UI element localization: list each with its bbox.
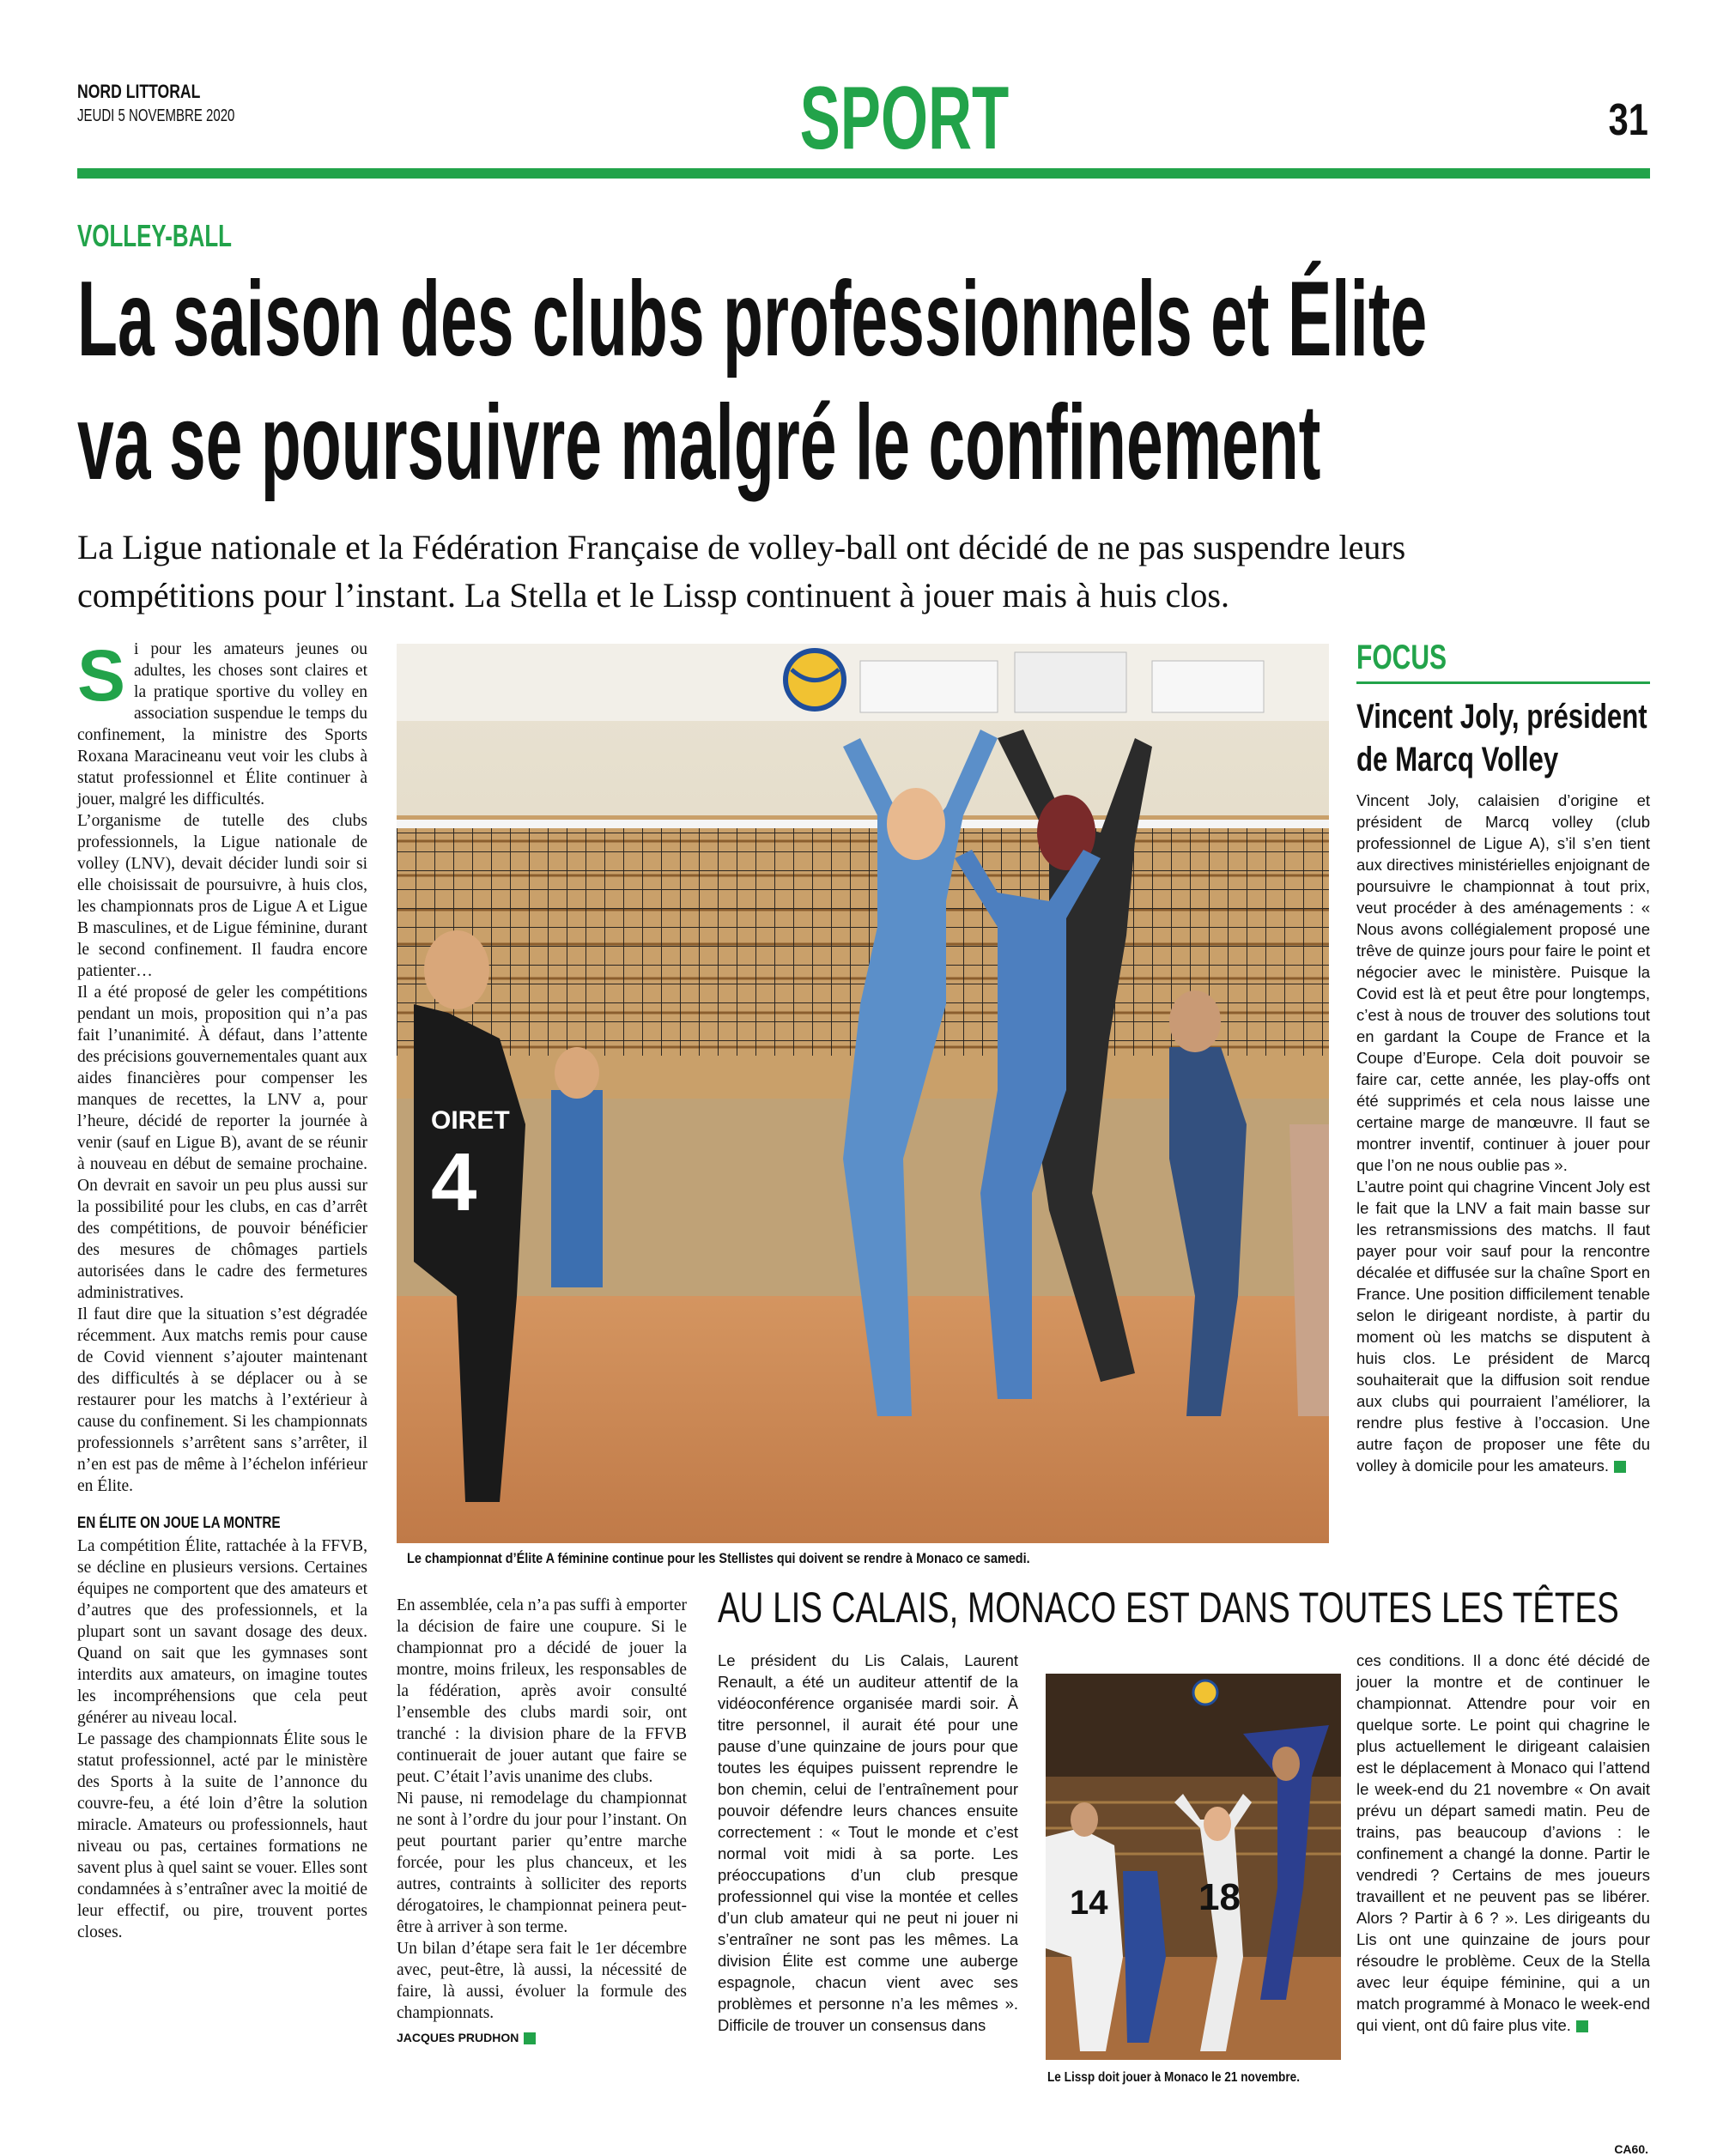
jersey-number: 14: [1070, 1884, 1108, 1922]
paragraph: L’organisme de tutelle des clubs professionnels, la Ligue nationale de volley (LNV), devait décider lundi soir si elle choisissait de poursuivre, à huis clos, les championnats pros de Ligue A et Ligue B masculines, et de Ligue féminine, durant le second confinement. Il faudra encore patienter…: [77, 812, 367, 980]
paragraph: La compétition Élite, rattachée à la FFVB, se décline en plusieurs versions. Certaines équipes ne comportent que des amateurs et d’autres que des professionnels, et la plupart sont un savant dosage des deux. Quand on sait que les gymnases sont interdits aux amateurs, on imagine toutes les incompréhensions que cela peut générer au niveau local.: [77, 1537, 367, 1727]
sidebar-photo-caption: Le Lissp doit jouer à Monaco le 21 novembre.: [1047, 2070, 1300, 2085]
article-column-1: [77, 635, 367, 1943]
sidebar-headline: AU LIS CALAIS, MONACO EST DANS TOUTES LES TÊTES: [718, 1584, 1619, 1632]
sidebar-photo: [1046, 1674, 1341, 2060]
paragraph: Ni pause, ni remodelage du championnat ne sont à l’ordre du jour pour l’instant. On peut pourtant parier qu’entre marche forcée, pour les plus chanceux, et les autres, contraints à solliciter des reports dérogatoires, le championnat peinera peut-être à arriver à son terme.: [397, 1790, 687, 1936]
focus-text: [1356, 790, 1650, 1476]
main-photo: [397, 644, 1329, 1543]
sidebar-paragraph-text: ces conditions. Il a donc été décidé de jouer la montre et de continuer le championnat. Attendre pour voir en quelque sorte. Le point qui chagrine le plus actuellement le dirigeant calaisien est le déplacement à Monaco qui l’attend le week-end du 21 novembre « On avait prévu un départ samedi matin. Peu de trains, pas beaucoup d’avions : le confinement a changé la donne. Partir le vendredi ? Certains de mes joueurs travaillent et ne peuvent pas se libérer. Alors ? Partir à 6 ? ». Les dirigeants du Lis ont une quinzaine de jours pour résoudre le problème. Ceux de la Stella avec leur équipe féminine, qui a un match programmé à Monaco le week-end qui vient, ont dû faire plus vite.: [1356, 1651, 1650, 2034]
focus-label: FOCUS: [1356, 639, 1447, 676]
sidebar-column-left: [718, 1650, 1018, 2036]
paragraph: En assemblée, cela n’a pas suffi à emporter la décision de faire une coupure. Si le championnat pro a décidé de jouer la montre, moins frileux, les responsables de la fédération, après avoir consulté l’ensemble des clubs mardi soir, ont tranché : la division phare de la FFVB continuerait de jouer autant que faire se peut. C’était l’avis unanime des clubs.: [397, 1596, 687, 1786]
paragraph: Il a été proposé de geler les compétitions pendant un mois, proposition qui n’a pas fait l’unanimité. À défaut, dans l’attente des précisions gouvernementales quant aux aides financières pour compenser les manques de recettes, la LNV a, pour l’heure, décidé de reporter la journée à venir (sauf en Ligue B), avant de se réunir à nouveau en début de semaine prochaine. On devrait en savoir un peu plus aussi sur la possibilité pour les clubs, en cas d’arrêt des compétitions, de pouvoir bénéficier des mesures de chômages partiels autorisées dans le cadre des fermetures administratives.: [77, 984, 367, 1302]
end-mark: [524, 2032, 536, 2044]
headline-line-2: va se poursuivre malgré le confinement: [77, 384, 1321, 502]
article-subhead: EN ÉLITE ON JOUE LA MONTRE: [77, 1514, 281, 1531]
section-title: SPORT: [799, 69, 1010, 168]
main-photo-caption: Le championnat d’Élite A féminine continue pour les Stellistes qui doivent se rendre à Monaco ce samedi.: [407, 1550, 1030, 1566]
byline-name: JACQUES PRUDHON: [397, 2031, 519, 2044]
drop-cap: S: [77, 635, 126, 716]
paragraph: Un bilan d’étape sera fait le 1er décembre avec, peut-être, là aussi, la nécessité de faire, là aussi, évoluer la formule des championnats.: [397, 1940, 687, 2022]
paragraph: [1356, 1176, 1650, 1476]
publication-date: JEUDI 5 NOVEMBRE 2020: [77, 106, 235, 125]
focus-rule: [1356, 681, 1650, 684]
paragraph: Il faut dire que la situation s’est dégradée récemment. Aux matchs remis pour cause de Covid viennent s’ajouter maintenant des difficultés à se déplacer ou à se restaurer pour les matchs à l’extérieur à cause du confinement. Si les championnats professionnels s’arrêtent sans s’arrêter, il n’en est pas de même à l’échelon inférieur en Élite.: [77, 1305, 367, 1495]
focus-title: Vincent Joly, président de Marcq Volley: [1356, 698, 1647, 778]
paragraph: Le passage des championnats Élite sous le statut professionnel, acté par le ministère des Sports à la suite de l’annonce du couvre-feu, a été loin d’être la solution miracle. Amateurs ou professionnels, haut niveau ou pas, certaines formations ne savent plus à quel saint se vouer. Elles sont condamnées à s’entraîner avec la moitié de leur effectif, ou pire, trouvent portes closes.: [77, 1730, 367, 1941]
jersey-number: 4: [431, 1136, 477, 1228]
article-chapo: La Ligue nationale et la Fédération Française de volley-ball ont décidé de ne pas suspendre leurs compétitions pour l’instant. La Stella et le Lissp continuent à jouer mais à huis clos.: [77, 528, 1406, 615]
paragraph: i pour les amateurs jeunes ou adultes, les choses sont claires et la pratique sportive du volley en association suspendue le temps du confinement, la ministre des Sports Roxana Maracineanu veut voir les clubs à statut professionnel et Élite continuer à jouer, malgré les difficultés.: [77, 640, 367, 808]
jersey-name: OIRET: [431, 1106, 510, 1135]
volleyball-men-match-image: [1046, 1674, 1341, 2060]
headline-line-1: La saison des clubs professionnels et Élite: [77, 260, 1428, 379]
focus-paragraph-text: L’autre point qui chagrine Vincent Joly est le fait que la LNV a fait main basse sur les retransmissions des matchs. Il faut payer pour voir sauf pour la rencontre décalée et diffusée sur la chaîne Sport en France. Une position difficilement tenable selon le dirigeant nordiste, à partir du moment où les matchs se disputent à huis clos. Le président de Marcq souhaiterait que la diffusion soit rendue aux clubs qui pourraient l’améliorer, la rendre plus festive à l’occasion. Une autre façon de proposer une fête du volley à domicile pour les amateurs.: [1356, 1178, 1650, 1475]
article-byline: [397, 2027, 687, 2049]
page-number: 31: [1608, 95, 1648, 145]
volleyball-match-image: [397, 644, 1329, 1543]
paragraph: Vincent Joly, calaisien d’origine et président de Marcq volley (club professionnel de Ligue A), s’il s’en tient aux directives ministérielles enjoignant de poursuivre le championnat à tout prix, veut procéder à des aménagements : « Nous avons collégialement proposé une trêve de quinze jours pour faire le point et négocier avec le ministère. Puisque la Covid est là et peut être pour longtemps, c’est à nous de trouver des solutions tout en gardant la Coupe de France et la Coupe d’Europe. Cela doit pouvoir se faire car, cette année, les play-offs ont été supprimés et cela nous laisse une certaine marge de manœuvre. Il faut se montrer inventif, continuer à jouer pour que l’on ne nous oublie pas ».: [1356, 791, 1650, 1174]
end-mark: [1576, 2020, 1588, 2032]
article-kicker: VOLLEY-BALL: [77, 218, 232, 253]
article-headline: [77, 257, 1428, 505]
end-mark: [1614, 1461, 1626, 1473]
publication-name: NORD LITTORAL: [77, 81, 201, 102]
article-column-2: [397, 1595, 687, 2049]
sidebar-column-right: [1356, 1650, 1650, 2036]
jersey-number: 18: [1198, 1876, 1241, 1918]
paragraph: Le président du Lis Calais, Laurent Renault, a été un auditeur attentif de la vidéoconférence organisée mardi soir. À titre personnel, il aurait été pour une pause d’une quinzaine de jours pour que toutes les équipes puissent reprendre le bon chemin, celui de l’entraînement pour pouvoir défendre leurs chances ensuite correctement : « Tout le monde et c’est normal voit midi à sa porte. Les préoccupations d’un club presque professionnel qui vise la montée et celles d’un club amateur qui ne peut ni jouer ni s’entraîner ne sont pas les mêmes. La division Élite est comme une auberge espagnole, chacun vient avec ses problèmes et personne n’a les mêmes ». Difficile de trouver un consensus dans: [718, 1651, 1018, 2034]
paragraph: [1356, 1650, 1650, 2036]
photo-credit: CA60.: [1614, 2142, 1648, 2156]
header-rule: [77, 168, 1650, 179]
